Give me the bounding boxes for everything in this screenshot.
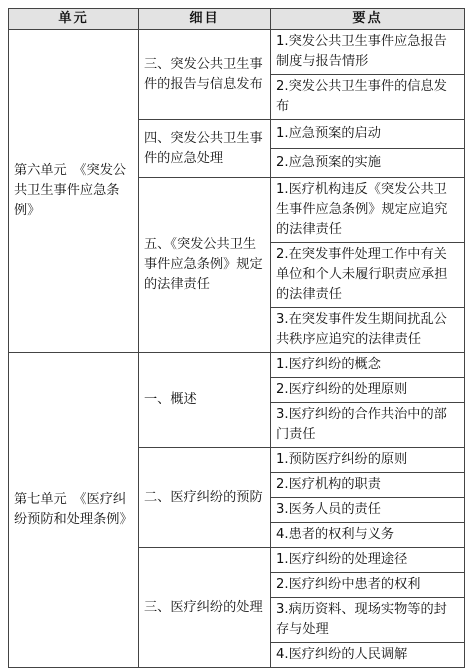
point-cell: 4.医疗纠纷的人民调解 — [271, 643, 465, 668]
point-cell: 2.医疗纠纷中患者的权利 — [271, 573, 465, 598]
syllabus-table — [8, 8, 465, 668]
header-point: 要点 — [271, 9, 465, 30]
table-row — [9, 30, 465, 75]
point-cell: 2.应急预案的实施 — [271, 149, 465, 178]
point-cell: 1.突发公共卫生事件应急报告制度与报告情形 — [271, 30, 465, 75]
point-cell: 2.突发公共卫生事件的信息发布 — [271, 75, 465, 120]
header-detail: 细目 — [139, 9, 271, 30]
point-cell: 3.在突发事件发生期间扰乱公共秩序应追究的法律责任 — [271, 308, 465, 353]
detail-cell: 四、突发公共卫生事件的应急处理 — [139, 120, 271, 178]
detail-cell: 三、突发公共卫生事件的报告与信息发布 — [139, 30, 271, 120]
detail-cell: 二、医疗纠纷的预防 — [139, 448, 271, 548]
point-cell: 3.医务人员的责任 — [271, 498, 465, 523]
point-cell: 3.病历资料、现场实物等的封存与处理 — [271, 598, 465, 643]
point-cell: 1.应急预案的启动 — [271, 120, 465, 149]
point-cell: 3.医疗纠纷的合作共治中的部门责任 — [271, 403, 465, 448]
point-cell: 1.医疗纠纷的处理途径 — [271, 548, 465, 573]
detail-cell: 一、概述 — [139, 353, 271, 448]
point-cell: 1.预防医疗纠纷的原则 — [271, 448, 465, 473]
point-cell: 4.患者的权利与义务 — [271, 523, 465, 548]
point-cell: 2.在突发事件处理工作中有关单位和个人未履行职责应承担的法律责任 — [271, 243, 465, 308]
header-row — [9, 9, 465, 30]
point-cell: 2.医疗纠纷的处理原则 — [271, 378, 465, 403]
unit-cell: 第六单元 《突发公共卫生事件应急条例》 — [9, 30, 139, 353]
detail-cell: 五、《突发公共卫生事件应急条例》规定的法律责任 — [139, 178, 271, 353]
unit-cell: 第七单元 《医疗纠纷预防和处理条例》 — [9, 353, 139, 668]
point-cell: 1.医疗纠纷的概念 — [271, 353, 465, 378]
table-row — [9, 353, 465, 378]
point-cell: 1.医疗机构违反《突发公共卫生事件应急条例》规定应追究的法律责任 — [271, 178, 465, 243]
header-unit: 单元 — [9, 9, 139, 30]
point-cell: 2.医疗机构的职责 — [271, 473, 465, 498]
detail-cell: 三、医疗纠纷的处理 — [139, 548, 271, 668]
